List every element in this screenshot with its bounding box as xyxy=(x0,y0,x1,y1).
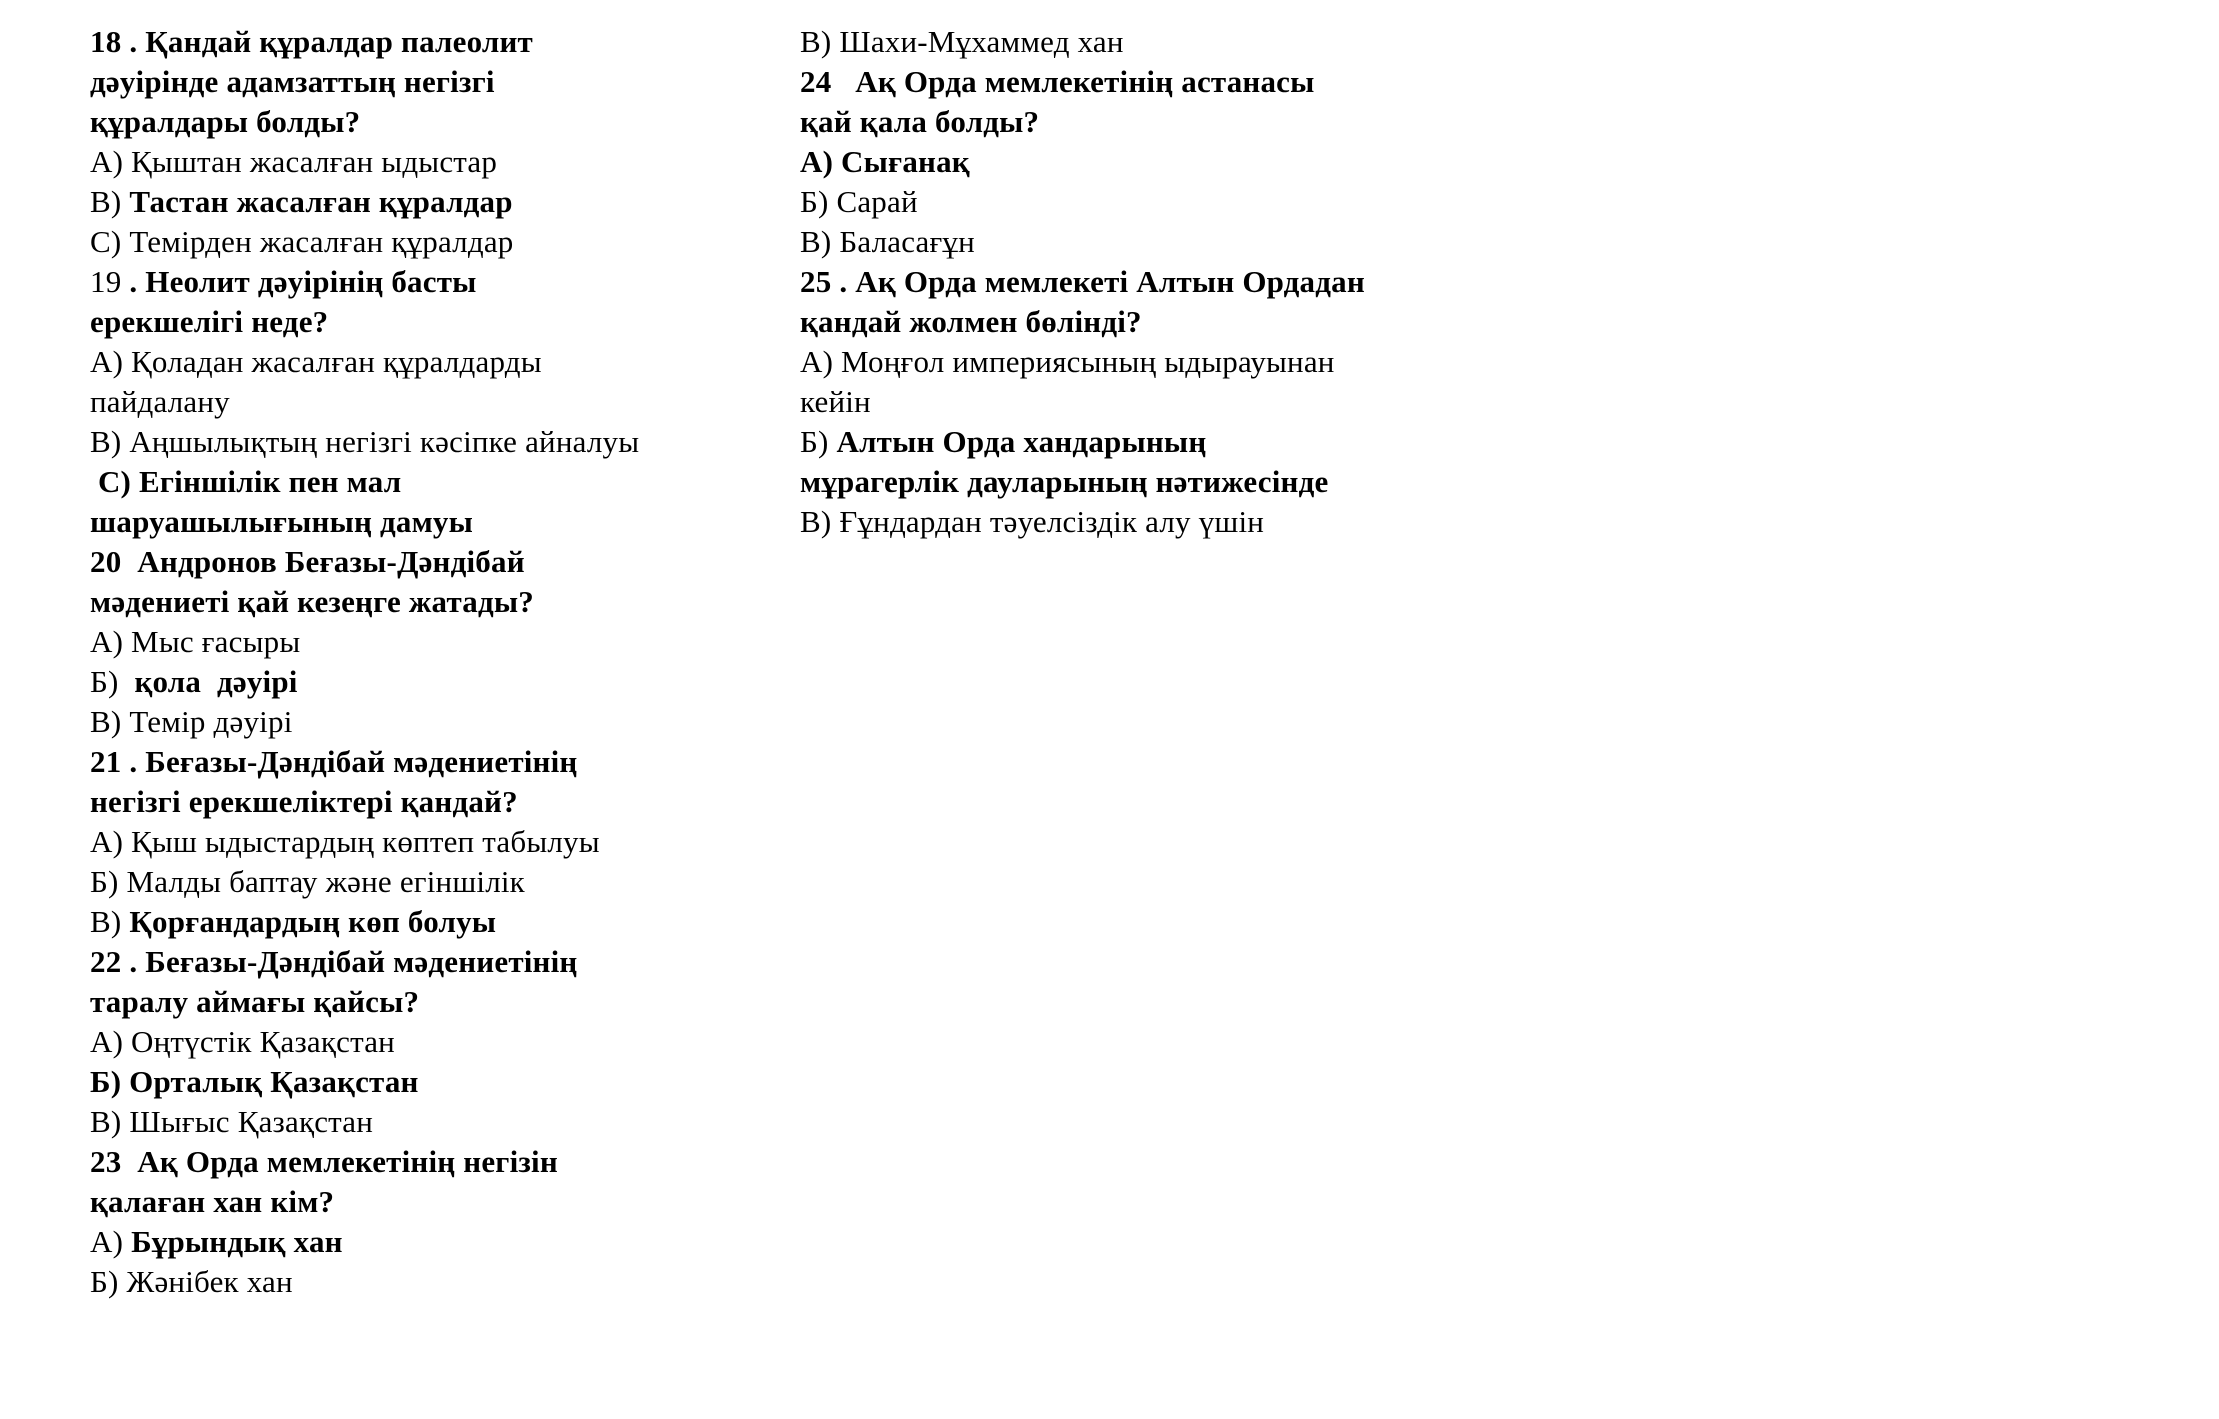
text-line xyxy=(90,462,780,502)
text-line xyxy=(90,702,780,742)
text-line xyxy=(90,22,780,62)
text-run: кейін xyxy=(800,384,871,419)
bold-text-run: құралдары болды? xyxy=(90,104,361,139)
text-line xyxy=(90,382,780,422)
text-run: В) xyxy=(90,184,130,219)
text-line xyxy=(90,942,780,982)
text-run: А) Қыш ыдыстардың көптеп табылуы xyxy=(90,824,600,859)
text-line xyxy=(90,622,780,662)
text-run: В) Ғұндардан тәуелсіздік алу үшін xyxy=(800,504,1265,539)
text-line xyxy=(90,862,780,902)
text-line xyxy=(800,422,1520,462)
text-run: А) Моңғол империясының ыдырауынан xyxy=(800,344,1335,379)
text-line xyxy=(90,782,780,822)
text-run: С) Темірден жасалған құралдар xyxy=(90,224,514,259)
text-run: Б) Жәнібек хан xyxy=(90,1264,293,1299)
text-line xyxy=(800,262,1520,302)
text-line xyxy=(90,182,780,222)
text-run: В) Баласағұн xyxy=(800,224,975,259)
text-line xyxy=(800,102,1520,142)
text-line xyxy=(90,262,780,302)
text-run: А) Қыштан жасалған ыдыстар xyxy=(90,144,498,179)
text-line xyxy=(800,462,1520,502)
text-line xyxy=(800,342,1520,382)
text-line xyxy=(90,302,780,342)
text-line xyxy=(90,822,780,862)
text-line xyxy=(800,182,1520,222)
text-line xyxy=(800,62,1520,102)
text-run: В) xyxy=(90,904,130,939)
text-line xyxy=(90,662,780,702)
bold-text-run: 18 . Қандай құралдар палеолит xyxy=(90,24,533,59)
text-line xyxy=(90,1062,780,1102)
text-line xyxy=(90,982,780,1022)
bold-text-run: 25 . Ақ Орда мемлекеті Алтын Ордадан xyxy=(800,264,1365,299)
bold-text-run: қалаған хан кім? xyxy=(90,1184,335,1219)
text-line xyxy=(90,502,780,542)
bold-text-run: 20 Андронов Беғазы-Дәндібай xyxy=(90,544,525,579)
text-line xyxy=(90,142,780,182)
bold-text-run: негізгі ерекшеліктері қандай? xyxy=(90,784,518,819)
bold-text-run: Бұрындық хан xyxy=(131,1224,343,1259)
bold-text-run: Тастан жасалған құралдар xyxy=(129,184,513,219)
bold-text-run: А) Сығанақ xyxy=(800,144,970,179)
bold-text-run: қандай жолмен бөлінді? xyxy=(800,304,1142,339)
text-run: пайдалану xyxy=(90,384,230,419)
bold-text-run: мәдениеті қай кезеңге жатады? xyxy=(90,584,534,619)
text-line xyxy=(90,902,780,942)
text-line xyxy=(800,22,1520,62)
text-line xyxy=(90,1182,780,1222)
text-run: 19 xyxy=(90,264,130,299)
text-run: В) Темір дәуірі xyxy=(90,704,293,739)
text-run: Б) Сарай xyxy=(800,184,918,219)
bold-text-run: Б) Орталық Қазақстан xyxy=(90,1064,419,1099)
bold-text-run: . Неолит дәуірінің басты xyxy=(129,264,477,299)
text-line xyxy=(90,422,780,462)
text-run: А) xyxy=(90,1224,132,1259)
text-line xyxy=(800,302,1520,342)
bold-text-run: қола дәуірі xyxy=(134,664,298,699)
text-line xyxy=(90,1102,780,1142)
text-run: А) Оңтүстік Қазақстан xyxy=(90,1024,395,1059)
bold-text-run: 24 Ақ Орда мемлекетінің астанасы xyxy=(800,64,1315,99)
text-line xyxy=(90,102,780,142)
text-line xyxy=(90,582,780,622)
text-run: Б) Малды баптау және егіншілік xyxy=(90,864,525,899)
text-line xyxy=(90,342,780,382)
text-run: В) Шығыс Қазақстан xyxy=(90,1104,374,1139)
bold-text-run: Алтын Орда хандарының xyxy=(836,424,1207,459)
bold-text-run: 21 . Беғазы-Дәндібай мәдениетінің xyxy=(90,744,578,779)
text-run: Б) xyxy=(800,424,837,459)
bold-text-run: Қорғандардың көп болуы xyxy=(129,904,497,939)
bold-text-run: С) Егіншілік пен мал xyxy=(90,464,402,499)
bold-text-run: шаруашылығының дамуы xyxy=(90,504,474,539)
bold-text-run: қай қала болды? xyxy=(800,104,1040,139)
text-line xyxy=(800,142,1520,182)
text-line xyxy=(800,382,1520,422)
text-run: Б) xyxy=(90,664,135,699)
bold-text-run: ерекшелігі неде? xyxy=(90,304,329,339)
bold-text-run: мұрагерлік дауларының нәтижесінде xyxy=(800,464,1329,499)
text-run: А) Қоладан жасалған құралдарды xyxy=(90,344,542,379)
bold-text-run: 22 . Беғазы-Дәндібай мәдениетінің xyxy=(90,944,578,979)
text-line xyxy=(90,1222,780,1262)
bold-text-run: таралу аймағы қайсы? xyxy=(90,984,420,1019)
text-line xyxy=(90,742,780,782)
text-line xyxy=(90,62,780,102)
text-run: В) Шахи-Мұхаммед хан xyxy=(800,24,1124,59)
text-line xyxy=(90,1142,780,1182)
text-line xyxy=(800,222,1520,262)
text-line xyxy=(90,1262,780,1302)
bold-text-run: дәуірінде адамзаттың негізгі xyxy=(90,64,495,99)
text-line xyxy=(90,542,780,582)
text-line xyxy=(90,1022,780,1062)
text-line xyxy=(90,222,780,262)
text-line xyxy=(800,502,1520,542)
text-run: В) Аңшылықтың негізгі кәсіпке айналуы xyxy=(90,424,640,459)
question-column-left xyxy=(90,22,780,1302)
bold-text-run: 23 Ақ Орда мемлекетінің негізін xyxy=(90,1144,558,1179)
question-column-right xyxy=(800,22,1520,542)
text-run: А) Мыс ғасыры xyxy=(90,624,301,659)
